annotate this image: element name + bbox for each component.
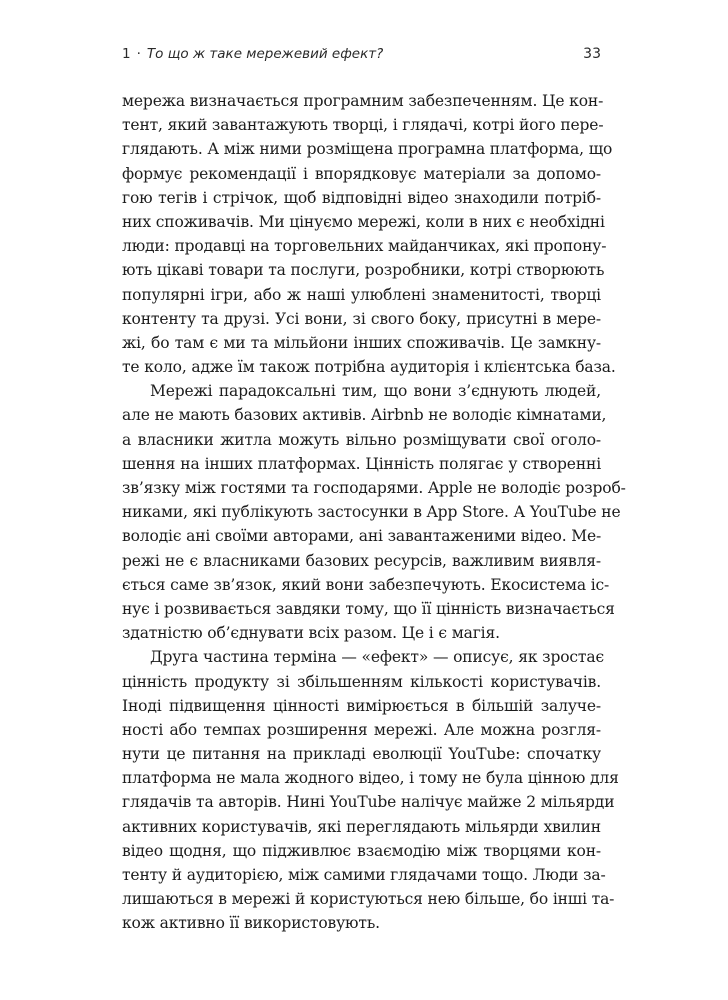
page-number: 33 — [583, 46, 601, 62]
body-text — [122, 89, 626, 936]
text-line: тент, який завантажують творці, і глядачі, котрі його пере- — [122, 116, 604, 135]
text-line: нує і розвивається завдяки тому, що її цінність визначається — [122, 599, 615, 618]
text-line: популярні ігри, або ж наші улюблені знаменитості, творці — [122, 285, 601, 304]
text-line: гою тегів і стрічок, щоб відповідні відео знаходили потріб- — [122, 188, 601, 207]
text-line: відео щодня, що підживлює взаємодію між творцями кон- — [122, 841, 601, 860]
text-line: володіє ані своїми авторами, ані завантаженими відео. Ме- — [122, 527, 602, 546]
text-line: глядають. А між ними розміщена програмна платформа, що — [122, 140, 613, 159]
paragraph-1 — [122, 89, 616, 379]
text-line: але не мають базових активів. Airbnb не володіє кімнатами, — [122, 406, 607, 425]
chapter-heading — [122, 46, 383, 62]
text-line: нути це питання на прикладі еволюції YouTube: спочатку — [122, 745, 601, 764]
text-line: те коло, адже їм також потрібна аудиторія і клієнтська база. — [122, 358, 616, 377]
text-line: тенту й аудиторією, між самими глядачами тощо. Люди за- — [122, 866, 606, 884]
separator-dot: · — [136, 46, 141, 62]
running-head — [122, 46, 601, 70]
text-line: кож активно її використовують. — [122, 914, 380, 933]
text-line: цінність продукту зі збільшенням кількості користувачів. — [122, 672, 601, 691]
text-line: активних користувачів, які переглядають мільярди хвилин — [122, 817, 601, 836]
text-line: Мережі парадоксальні тим, що вони з’єднують людей, — [150, 382, 601, 401]
text-line: ється саме зв’язок, який вони забезпечують. Екосистема іс- — [122, 575, 610, 594]
text-line: контенту та друзі. Усі вони, зі свого боку, присутні в мере- — [122, 309, 601, 328]
text-line: формує рекомендації і впорядковує матеріали за допомо- — [122, 164, 601, 183]
text-line: режі не є власниками базових ресурсів, важливим виявля- — [122, 551, 601, 570]
text-line: лишаються в мережі й користуються нею більше, бо інші та- — [122, 890, 615, 909]
text-line: них споживачів. Ми цінуємо мережі, коли в них є необхідні — [122, 212, 605, 231]
text-line: платформа не мала жодного відео, і тому не була цінною для — [122, 769, 619, 788]
paragraph-2 — [122, 379, 626, 645]
text-line: глядачів та авторів. Нині YouTube налічує майже 2 мільярди — [122, 793, 615, 812]
text-line: шення на інших платформах. Цінність полягає у створенні — [122, 454, 601, 473]
text-line: зв’язку між гостями та господарями. Apple не володіє розроб- — [122, 479, 626, 497]
chapter-title: То що ж таке мережевий ефект? — [146, 46, 384, 62]
text-line: Іноді підвищення цінності вимірюється в більшій залуче- — [122, 696, 601, 715]
text-line: ють цікаві товари та послуги, розробники, котрі створюють — [122, 261, 605, 280]
text-line: жі, бо там є ми та мільйони інших споживачів. Це замкну- — [122, 333, 601, 352]
text-line: здатністю об’єднувати всіх разом. Це і є магія. — [122, 624, 500, 643]
text-line: ності або темпах розширення мережі. Але можна розгля- — [122, 720, 601, 739]
text-line: а власники житла можуть вільно розміщувати свої оголо- — [122, 430, 601, 449]
chapter-number: 1 — [122, 46, 131, 62]
text-line: никами, які публікують застосунки в App Store. А YouTube не — [122, 503, 621, 522]
text-line: мережа визначається програмним забезпеченням. Це кон- — [122, 92, 604, 110]
text-line: люди: продавці на торговельних майданчиках, які пропону- — [122, 237, 607, 256]
text-line: Друга частина терміна — «ефект» — описує, як зростає — [150, 648, 604, 667]
paragraph-3 — [122, 645, 619, 935]
